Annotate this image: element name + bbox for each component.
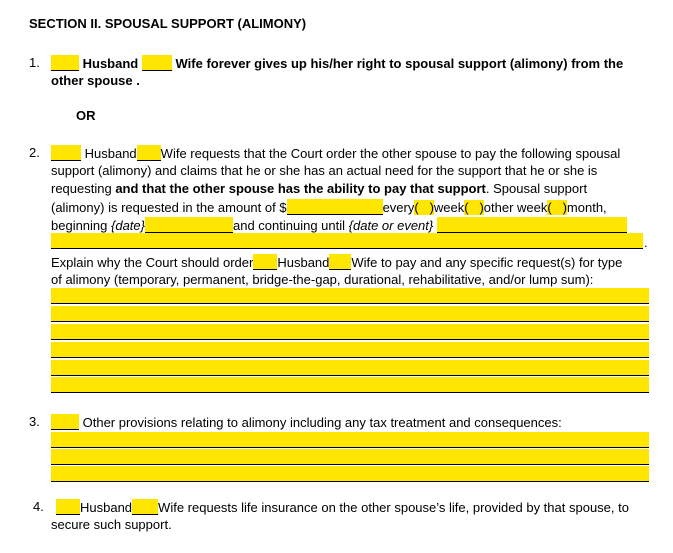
amount-field[interactable] [287, 199, 383, 215]
beginning-date-field[interactable] [145, 217, 233, 233]
explain-field-line[interactable] [51, 288, 649, 304]
item-2-line5 [51, 217, 627, 234]
month-label: month, [566, 200, 607, 215]
explain-field-line[interactable] [51, 324, 649, 340]
item-2-husband-label: Husband [84, 146, 137, 161]
explain-husband-label: Husband [277, 255, 330, 270]
explain-wife-checkbox[interactable] [329, 254, 351, 270]
item-2-wife-checkbox[interactable] [137, 145, 161, 161]
item-4-husband-checkbox[interactable] [56, 499, 80, 515]
item-2-line1 [51, 145, 620, 162]
item-3-number: 3. [29, 414, 40, 429]
item-3-field-line[interactable] [51, 432, 649, 448]
explain-field-line[interactable] [51, 377, 649, 393]
item-4-line1 [56, 499, 629, 516]
item-1-husband-checkbox[interactable] [51, 55, 79, 71]
explain-text-a: Explain why the Court should order [51, 255, 254, 270]
explain-line1 [51, 254, 622, 271]
end-date-field-continued[interactable] [51, 233, 643, 249]
item-4-line2: secure such support. [51, 517, 172, 532]
month-checkbox[interactable]: ( ) [547, 200, 567, 215]
item-3-field-line[interactable] [51, 449, 649, 465]
beginning-label: beginning [51, 218, 111, 233]
item-2-number: 2. [29, 145, 40, 160]
item-1-husband-label: Husband [82, 56, 139, 71]
date-or-event-label: {date or event} [348, 218, 434, 233]
end-date-field[interactable] [437, 217, 627, 233]
period: . [644, 235, 648, 250]
week-label: week [433, 200, 465, 215]
explain-text-b: Wife to pay and any specific request(s) for type [351, 255, 623, 270]
other-week-checkbox[interactable]: ( ) [464, 200, 484, 215]
item-2-line3-bold: and that the other spouse has the ability to pay that support [115, 181, 486, 196]
amount-label: (alimony) is requested in the amount of $ [51, 200, 287, 215]
date-label: {date} [111, 218, 145, 233]
item-4-husband-label: Husband [80, 500, 133, 515]
item-2-line2: support (alimony) and claims that he or she has an actual need for the support that he or she is [51, 163, 598, 178]
section-title: SECTION II. SPOUSAL SUPPORT (ALIMONY) [29, 16, 307, 31]
item-1-number: 1. [29, 55, 40, 70]
explain-field-line[interactable] [51, 360, 649, 376]
item-3-line1 [51, 414, 562, 431]
week-checkbox[interactable]: ( ) [414, 200, 434, 215]
item-3-field-line[interactable] [51, 466, 649, 482]
item-2-line3-c: . Spousal support [485, 181, 588, 196]
item-1-wife-checkbox[interactable] [142, 55, 172, 71]
explain-field-line[interactable] [51, 306, 649, 322]
item-4-wife-checkbox[interactable] [132, 499, 158, 515]
item-1-line1 [51, 55, 623, 72]
other-week-label: other week [483, 200, 548, 215]
explain-field-line[interactable] [51, 342, 649, 358]
item-2-line3 [51, 181, 587, 197]
every-label: every [382, 200, 415, 215]
item-4-wife-text: Wife requests life insurance on the other spouse’s life, provided by that spouse, to [158, 500, 629, 515]
item-2-line4 [51, 199, 607, 216]
item-1-line2: other spouse . [51, 73, 140, 88]
item-1-wife-text: Wife forever gives up his/her right to spousal support (alimony) from the [175, 56, 624, 71]
item-4-number: 4. [33, 499, 44, 514]
item-3-text: Other provisions relating to alimony including any tax treatment and consequences: [82, 415, 562, 430]
item-2-wife-text: Wife requests that the Court order the other spouse to pay the following spousal [160, 146, 621, 161]
or-label: OR [76, 108, 96, 123]
explain-line2: of alimony (temporary, permanent, bridge-the-gap, durational, rehabilitative, and/or lump sum): [51, 272, 594, 287]
continuing-label: and continuing until [233, 218, 349, 233]
item-3-checkbox[interactable] [51, 414, 79, 430]
explain-husband-checkbox[interactable] [253, 254, 277, 270]
item-2-husband-checkbox[interactable] [51, 145, 81, 161]
item-2-line3-a: requesting [51, 181, 116, 196]
